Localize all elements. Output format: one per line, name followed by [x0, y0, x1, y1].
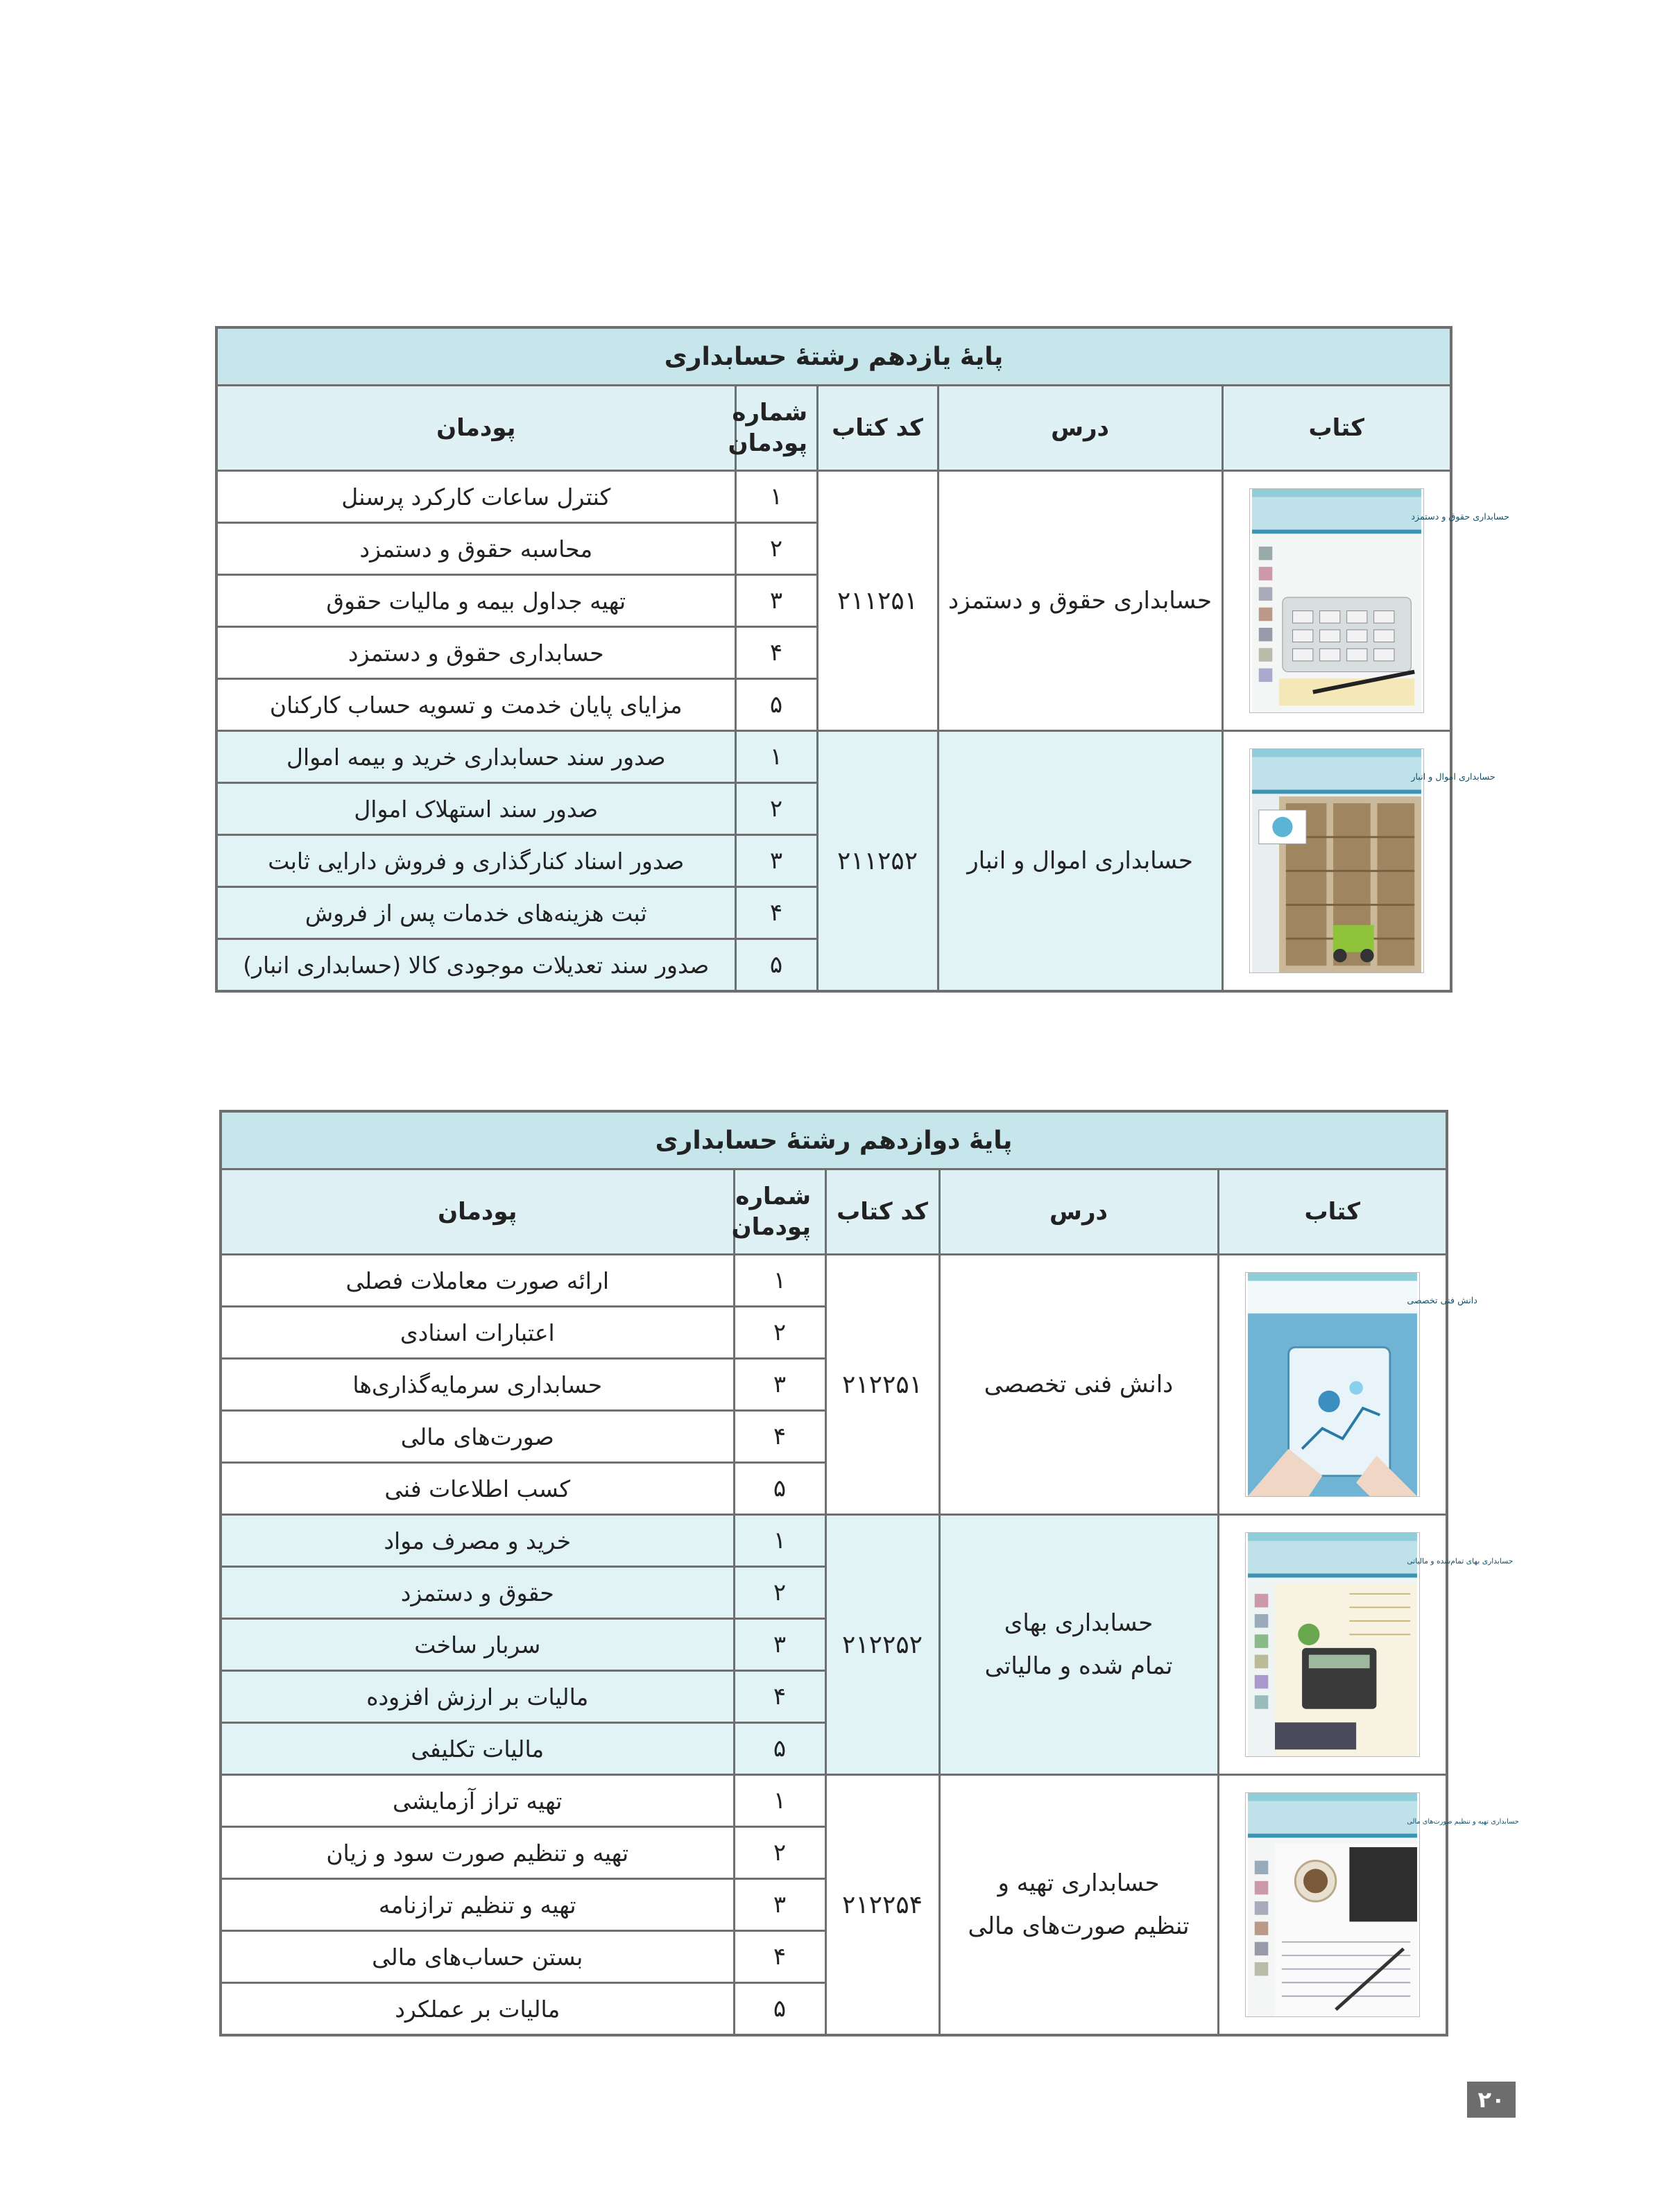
book-cover-cell: [1218, 1515, 1514, 1775]
grade11-table: [215, 326, 1509, 993]
module-number: ۴: [734, 1671, 825, 1723]
header-module: پودمان: [221, 1169, 734, 1255]
module-title: مالیات بر ارزش افزوده: [221, 1671, 734, 1723]
module-number: ۵: [734, 1723, 825, 1775]
svg-text:حسابداری تهیه و تنظیم صورت‌های: حسابداری تهیه و تنظیم صورت‌های مالی: [1407, 1817, 1519, 1826]
module-title: ارائه صورت معاملات فصلی: [221, 1255, 734, 1307]
module-title: محاسبه حقوق و دستمزد: [216, 523, 735, 575]
table-title: پایهٔ یازدهم رشتهٔ حسابداری: [216, 327, 1451, 386]
module-number: ۲: [734, 1827, 825, 1879]
module-number: ۵: [735, 679, 817, 731]
module-number: ۴: [734, 1931, 825, 1983]
table-row: [216, 471, 1451, 523]
table-row: [221, 1255, 1447, 1307]
module-number: ۵: [734, 1983, 825, 2036]
header-code: کد کتاب: [817, 386, 938, 471]
book-cover-image: [1245, 1532, 1514, 1757]
svg-text:حسابداری اموال و انبار: حسابداری اموال و انبار: [1411, 771, 1495, 782]
grade12-table: [219, 1110, 1519, 2037]
module-title: صورت‌های مالی: [221, 1411, 734, 1463]
module-title: تهیه تراز آزمایشی: [221, 1775, 734, 1827]
book-cover-image: [1249, 748, 1495, 973]
lesson-name: [939, 1515, 1218, 1775]
header-module-number: شماره پودمان: [734, 1169, 825, 1255]
book-cover-cell: [1222, 731, 1495, 992]
header-module-number: شماره پودمان: [735, 386, 817, 471]
lesson-name: دانش فنی تخصصی: [939, 1255, 1218, 1515]
module-number: ۲: [734, 1307, 825, 1359]
book-cover-cell: [1222, 471, 1509, 731]
header-lesson: درس: [939, 1169, 1218, 1255]
book-code: ۲۱۲۲۵۱: [825, 1255, 939, 1515]
module-title: تهیه و تنظیم ترازنامه: [221, 1879, 734, 1931]
svg-text:حسابداری حقوق و دستمزد: حسابداری حقوق و دستمزد: [1411, 511, 1509, 522]
module-title: حسابداری حقوق و دستمزد: [216, 627, 735, 679]
module-title: صدور سند حسابداری خرید و بیمه اموال: [216, 731, 735, 783]
book-code: ۲۱۲۲۵۲: [825, 1515, 939, 1775]
module-title: بستن حساب‌های مالی: [221, 1931, 734, 1983]
module-title: کسب اطلاعات فنی: [221, 1463, 734, 1515]
table-title: پایهٔ دوازدهم رشتهٔ حسابداری: [221, 1111, 1447, 1169]
book-cover-image: [1245, 1272, 1477, 1497]
lesson-line: حسابداری بهای: [1004, 1609, 1154, 1637]
module-title: خرید و مصرف مواد: [221, 1515, 734, 1567]
module-number: ۴: [735, 887, 817, 939]
module-title: مالیات بر عملکرد: [221, 1983, 734, 2036]
book-code: ۲۱۱۲۵۲: [817, 731, 938, 992]
module-number: ۲: [735, 783, 817, 835]
module-number: ۳: [735, 835, 817, 887]
module-number: ۵: [735, 939, 817, 992]
module-number: ۱: [734, 1515, 825, 1567]
lesson-line: حسابداری تهیه و: [997, 1869, 1160, 1897]
module-title: تهیه جداول بیمه و مالیات حقوق: [216, 575, 735, 627]
module-title: سربار ساخت: [221, 1619, 734, 1671]
module-title: ثبت هزینه‌های خدمات پس از فروش: [216, 887, 735, 939]
module-title: اعتبارات اسنادی: [221, 1307, 734, 1359]
book-code: ۲۱۱۲۵۱: [817, 471, 938, 731]
book-cover-image: [1249, 488, 1509, 713]
module-title: کنترل ساعات کارکرد پرسنل: [216, 471, 735, 523]
module-number: ۴: [735, 627, 817, 679]
module-title: حسابداری سرمایه‌گذاری‌ها: [221, 1359, 734, 1411]
header-lesson: درس: [938, 386, 1222, 471]
module-number: ۳: [734, 1359, 825, 1411]
svg-text:دانش فنی تخصصی: دانش فنی تخصصی: [1407, 1294, 1477, 1305]
book-code: ۲۱۲۲۵۴: [825, 1775, 939, 2036]
header-code: کد کتاب: [825, 1169, 939, 1255]
table-row: [216, 731, 1451, 783]
module-number: ۳: [734, 1619, 825, 1671]
table-row: [221, 1515, 1447, 1567]
module-number: ۳: [735, 575, 817, 627]
module-title: مالیات تکلیفی: [221, 1723, 734, 1775]
module-number: ۵: [734, 1463, 825, 1515]
module-number: ۱: [735, 471, 817, 523]
page-number: ۲۰: [1467, 2082, 1516, 2118]
lesson-line: تمام شده و مالیاتی: [984, 1652, 1173, 1680]
module-number: ۱: [734, 1255, 825, 1307]
module-title: تهیه و تنظیم صورت سود و زیان: [221, 1827, 734, 1879]
svg-text:حسابداری بهای تمام‌شده و مالیا: حسابداری بهای تمام‌شده و مالیاتی: [1407, 1556, 1514, 1566]
lesson-line: تنظیم صورت‌های مالی: [968, 1912, 1190, 1940]
lesson-name: [939, 1775, 1218, 2036]
module-title: حقوق و دستمزد: [221, 1567, 734, 1619]
module-number: ۱: [735, 731, 817, 783]
module-title: صدور سند تعدیلات موجودی کالا (حسابداری انبار): [216, 939, 735, 992]
module-title: مزایای پایان خدمت و تسویه حساب کارکنان: [216, 679, 735, 731]
module-number: ۲: [734, 1567, 825, 1619]
header-module: پودمان: [216, 386, 735, 471]
module-number: ۳: [734, 1879, 825, 1931]
module-number: ۲: [735, 523, 817, 575]
table-row: [221, 1775, 1447, 1827]
book-cover-image: [1245, 1792, 1519, 2017]
lesson-name: حسابداری اموال و انبار: [938, 731, 1222, 992]
module-title: صدور سند استهلاک اموال: [216, 783, 735, 835]
module-title: صدور اسناد کنارگذاری و فروش دارایی ثابت: [216, 835, 735, 887]
header-book: کتاب: [1218, 1169, 1447, 1255]
lesson-name: حسابداری حقوق و دستمزد: [938, 471, 1222, 731]
module-number: ۴: [734, 1411, 825, 1463]
module-number: ۱: [734, 1775, 825, 1827]
book-cover-cell: [1218, 1255, 1477, 1515]
header-book: کتاب: [1222, 386, 1451, 471]
book-cover-cell: [1218, 1775, 1519, 2036]
